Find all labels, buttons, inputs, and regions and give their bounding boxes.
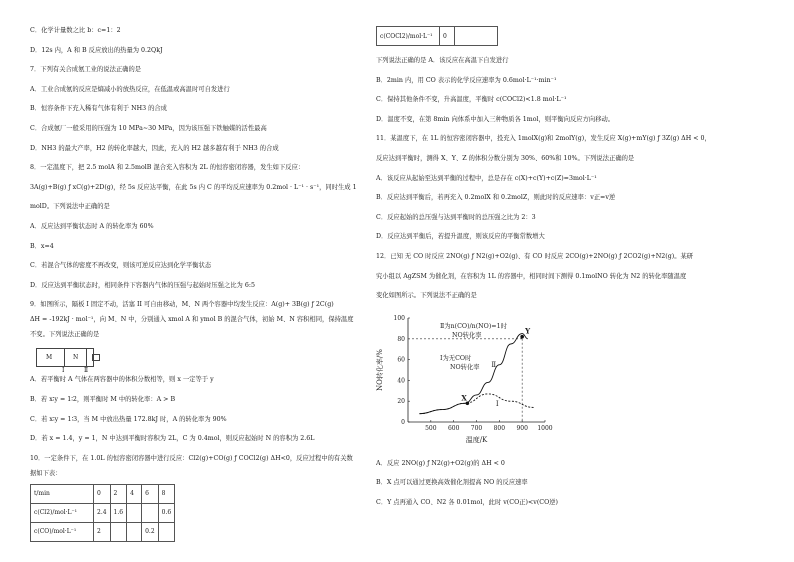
text-line: 据如下表： (30, 469, 62, 477)
table-row (31, 503, 175, 522)
table-cell: 0 (94, 484, 111, 503)
table-cell: 2 (94, 522, 111, 541)
table-cell (158, 522, 175, 541)
question-7: 7．下列有关合成氨工业的说法正确的是 (30, 66, 142, 74)
table-cell: 0.6 (158, 503, 175, 522)
point-label-y: Y (525, 326, 531, 336)
table-cell (455, 27, 498, 46)
y-tick-label: 20 (397, 398, 405, 406)
text-line: 究小组以 AgZSM 为催化剂，在容积为 1L 的容器中，相同时间下测得 0.1molNO 转化为 N2 的转化率随温度 (376, 272, 687, 280)
table-cell (110, 522, 127, 541)
text-line: D．反应达到平衡后，若提升温度，则该反应的平衡常数增大 (376, 233, 545, 241)
container-outline (36, 348, 94, 367)
question-11: 11．某温度下，在 1L 的恒容密闭容器中，投充入 1molX(g)和 2molY(g)，发生反应 X(g)+mY(g) ƒ 3Z(g) ΔH < 0， (376, 135, 711, 143)
text-line: A．反应达到平衡状态时 A 的转化率为 60% (30, 222, 154, 230)
x-tick-label: 500 (425, 425, 437, 432)
text-line: ΔH = -192kJ · mol⁻¹，向 M、N 中，分别通入 xmol A 和 ymol B 的混合气体，初始 M、N 容积相同，保持温度 (30, 316, 354, 324)
text-line: 下列说法正确的是 A．该反应在高温下自发进行 (376, 57, 509, 64)
y-tick-label: 60 (397, 356, 405, 364)
text-line: D．反应达到平衡状态时，相同条件下容器内气体的压强与起始时压强之比为 6:5 (30, 281, 255, 289)
series-line-2 (419, 394, 533, 414)
text-line: 反应达到平衡时，测得 X、Y、Z 的体积分数分别为 30%、60%和 10%。下列说法正确的是 (376, 154, 635, 162)
x-tick-label: 900 (516, 425, 528, 432)
question-10: 10．一定条件下，在 1.0L 的恒容密闭容器中进行反应：Cl2(g)+CO(g) ƒ COCl2(g) ΔH<0，反应过程中的有关数 (30, 454, 353, 462)
y-tick-label: 80 (397, 335, 405, 343)
text-line: D．NH3 的最大产率，H2 的转化率越大，因此，充入的 H2 越多越有利于 NH3 的合成 (30, 144, 279, 152)
text-line: C．化学计量数之比 b：c=1：2 (30, 27, 121, 34)
table-cell: 2 (110, 484, 127, 503)
text-line: 变化如图所示。下列说法不正确的是 (376, 292, 477, 300)
label-n: N (73, 354, 79, 362)
text-line: B．恒容条件下充入稀有气体有利于 NH3 的合成 (30, 105, 167, 113)
question-12: 12．已知 无 CO 时反应 2NO(g) ƒ N2(g)+O2(g)、有 CO 时反应 2CO(g)+2NO(g) ƒ 2CO2(g)+N2(g)。某研 (376, 252, 694, 260)
text-line: C．反应起始的总压强与达到平衡时的总压强之比为 2：3 (376, 213, 536, 221)
chart-annotation: NO转化率 (450, 364, 480, 371)
table-cell: c(COCl2)/mol·L⁻¹ (377, 27, 440, 46)
chart-annotation: Ⅰ为无CO时 (440, 355, 472, 362)
piston-rod (92, 354, 100, 361)
mn-container-figure (36, 345, 106, 375)
table-cell (127, 522, 142, 541)
question-8: 8．一定温度下，把 2.5 molA 和 2.5molB 混合充入容积为 2L 的恒容密闭容器，发生如下反应： (30, 164, 305, 172)
annotation-group (440, 321, 508, 371)
text-line: B．反应达到平衡后，若再充入 0.2molX 和 0.2molZ，则此时的反应速率：v正=v逆 (376, 194, 616, 202)
left-column (30, 26, 372, 542)
data-point-y (520, 335, 524, 339)
x-tick-label: 800 (493, 425, 506, 432)
reaction-data-table (30, 484, 175, 542)
table-cell: 8 (158, 484, 175, 503)
table-cell: t/min (31, 484, 94, 503)
point-label-x: X (461, 393, 467, 403)
no-conversion-chart (370, 310, 560, 450)
text-line: D．温度不变，在第 8min 向体系中加入三种物质各 1mol，则平衡向反应方向移动。 (376, 115, 615, 123)
text-line: A．若平衡时 A 气体在两容器中的体积分数相等，则 x 一定等于 y (30, 376, 214, 384)
table-cell (127, 503, 142, 522)
text-line: C．若 x∶y = 1∶3，当 M 中放出热量 172.8kJ 时，A 的转化率为 90% (30, 415, 227, 423)
table-cell: 2.4 (94, 503, 111, 522)
reaction-data-table-continued (376, 26, 498, 46)
text-line: 3A(g)+B(g) ƒ xC(g)+2D(g)，经 5s 反应达平衡，在此 5s 内 C 的平均反应速率为 0.2mol · L⁻¹ · s⁻¹，同时生成 1 (30, 183, 357, 191)
question-9: 9．如图所示，隔板 I 固定不动，活塞 II 可自由移动，M、N 两个容器中均发生反应：A(g)+ 3B(g) ƒ 2C(g) (30, 301, 334, 309)
y-tick-label: 100 (393, 315, 405, 322)
text-line: A．该反应从起始至达到平衡的过程中，总是存在 c(X)+c(Y)+c(Z)=3mol·L⁻¹ (376, 174, 597, 182)
text-line: B．2min 内，用 CO 表示的化学反应速率为 0.6mol·L⁻¹·min⁻¹ (376, 76, 557, 84)
y-tick-label: 0 (401, 419, 405, 426)
label-roman-2: Ⅱ (84, 367, 89, 375)
series-line-1 (419, 334, 527, 414)
text-line: C．保持其他条件不变，升高温度，平衡时 c(COCl2)<1.8 mol·L⁻¹ (376, 96, 567, 104)
table-header-row (31, 484, 175, 503)
table-cell: 4 (127, 484, 142, 503)
text-line: A．工业合成氨的反应是熵减小的放热反应，在低温或高温时可自发进行 (30, 85, 230, 93)
x-tick-label: 700 (470, 425, 483, 432)
text-line: B．X 点可以通过更换高效催化剂提高 NO 的反应速率 (376, 479, 528, 487)
text-line: C．合成氨厂一般采用的压强为 10 MPa∼30 MPa，因为该压强下铁触媒的活性最高 (30, 124, 267, 132)
series-label-1: Ⅱ (491, 360, 497, 369)
series-label-2: Ⅰ (495, 399, 499, 408)
table-cell: 0.2 (142, 522, 159, 541)
x-tick-label: 600 (447, 425, 460, 432)
table-cell (142, 503, 159, 522)
y-axis-label: NO转化率/% (376, 349, 384, 391)
table-row (377, 27, 498, 46)
table-row (31, 522, 175, 541)
text-line: C．若混合气体的密度不再改变，则该可逆反应达到化学平衡状态 (30, 262, 212, 270)
table-cell: 0 (440, 27, 455, 46)
table-cell: 6 (142, 484, 159, 503)
chart-annotation: Ⅱ为n(CO)/n(NO)=1时 (440, 323, 507, 330)
x-axis-label: 温度/K (465, 436, 488, 444)
movable-piston-ii (86, 349, 87, 366)
text-line: 不变。下列说法正确的是 (30, 331, 100, 339)
label-roman-1: Ⅰ (62, 367, 65, 375)
y-tick-label: 40 (397, 377, 405, 385)
chart-annotation: NO转化率 (452, 332, 482, 339)
text-line: B．x=4 (30, 242, 54, 250)
table-cell: 1.6 (110, 503, 127, 522)
text-line: C．Y 点再通入 CO、N2 各 0.01mol，此时 v(CO正)<v(CO逆) (376, 498, 559, 506)
text-line: A．反应 2NO(g) ƒ N2(g)+O2(g)的 ΔH < 0 (376, 459, 505, 467)
table-cell: c(Cl2)/mol·L⁻¹ (31, 503, 94, 522)
text-line: B．若 x∶y = 1∶2，则平衡时 M 中的转化率：A > B (30, 395, 176, 403)
fixed-partition-i (64, 349, 65, 366)
table-cell: c(CO)/mol·L⁻¹ (31, 522, 94, 541)
x-tick-label: 1000 (537, 425, 553, 432)
text-line: D．若 x = 1.4，y = 1，N 中达到平衡时容积为 2L，C 为 0.4mol，则反应起始时 N 的容积为 2.6L (30, 435, 315, 443)
label-m: M (46, 354, 53, 362)
text-line: D．12s 内，A 和 B 反应放出的热量为 0.2QkJ (30, 46, 163, 54)
text-line: molD。下列说法中正确的是 (30, 203, 110, 211)
